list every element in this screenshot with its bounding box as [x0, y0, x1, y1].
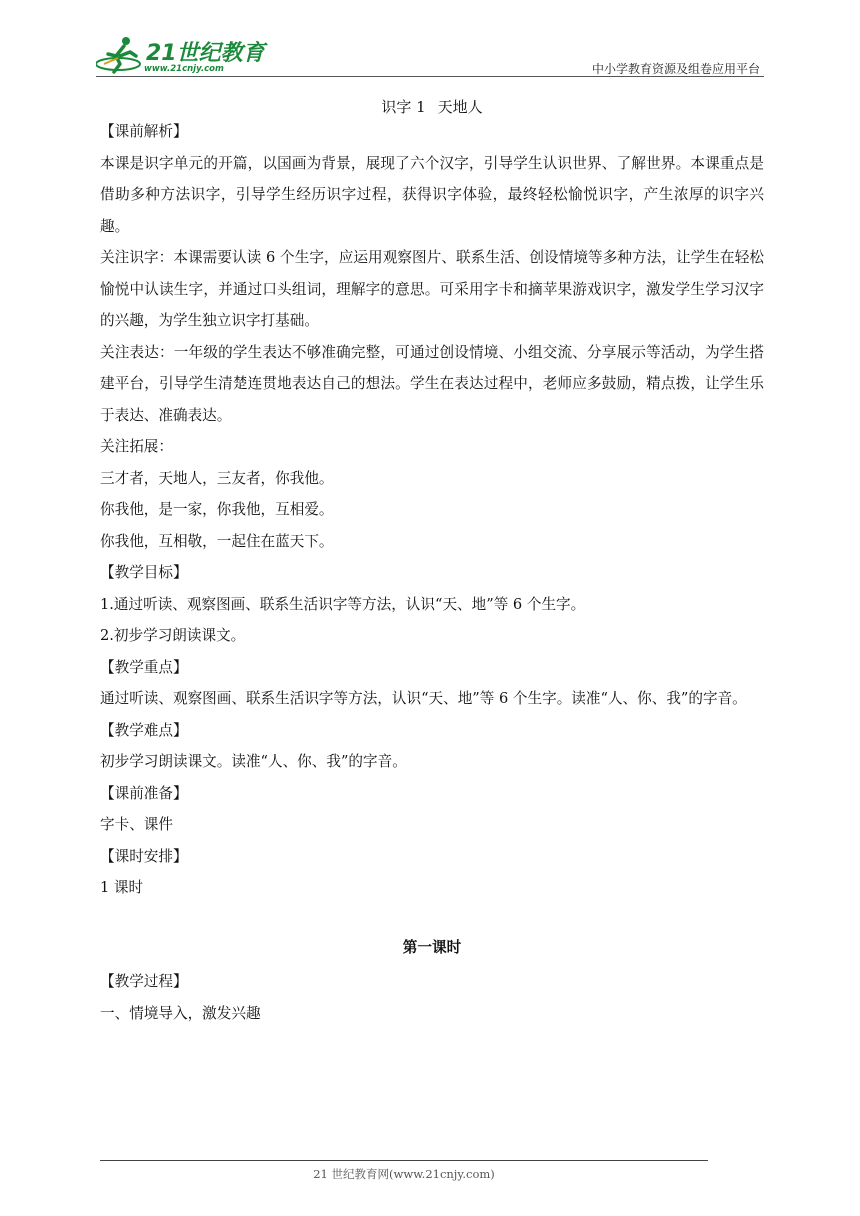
difficulty-text: 初步学习朗读课文。读准“人、你、我”的字音。: [100, 753, 407, 770]
goals-heading: 【教学目标】: [100, 564, 188, 581]
process-step-1: 一、情境导入，激发兴趣: [100, 1004, 261, 1022]
goal-1: 1.通过听读、观察图画、联系生活识字等方法，认识“天、地”等 6 个生字。: [100, 595, 586, 613]
schedule-text: 1 课时: [100, 879, 144, 896]
goal-2: 2.初步学习朗读课文。: [100, 627, 246, 644]
prep-heading: 【课前准备】: [100, 784, 188, 802]
page-title: [100, 96, 764, 118]
platform-name: 中小学教育资源及组卷应用平台: [591, 62, 760, 76]
footer-divider: [100, 1160, 708, 1161]
title-lesson-name: 天地人: [437, 98, 483, 116]
analysis-paragraph-1: 本课是识字单元的开篇，以国画为背景，展现了六个汉字，引导学生认识世界、了解世界。本课重点是借助多种方法识字，引导学生经历识字过程，获得识字体验，最终轻松愉悦识字，产生浓厚的识字兴趣。: [100, 154, 764, 235]
prep-text: 字卡、课件: [100, 816, 173, 833]
logo: [96, 34, 266, 76]
logo-url: www.21cnjy.com: [144, 64, 224, 74]
extension-line-2: 你我他，是一家，你我他，互相爱。: [100, 501, 334, 518]
extension-line-1: 三才者，天地人，三友者，你我他。: [100, 469, 334, 487]
difficulty-heading: 【教学难点】: [100, 721, 188, 739]
analysis-heading: 【课前解析】: [100, 123, 188, 140]
title-lesson-number: 识字 1: [381, 98, 426, 116]
extension-label: 关注拓展：: [100, 438, 173, 455]
page-header: [96, 30, 764, 82]
logo-text: 21世纪教育: [146, 41, 265, 66]
header-divider: [96, 76, 764, 77]
focus-heading: 【教学重点】: [100, 658, 188, 676]
document-body: [100, 96, 764, 1029]
page-footer: 21 世纪教育网(www.21cnjy.com): [313, 1167, 495, 1181]
schedule-heading: 【课时安排】: [100, 847, 188, 865]
process-heading: 【教学过程】: [100, 973, 188, 990]
runner-logo-icon: [96, 34, 146, 76]
analysis-paragraph-3: 关注表达：一年级的学生表达不够准确完整，可通过创设情境、小组交流、分享展示等活动，为学生搭建平台，引导学生清楚连贯地表达自己的想法。学生在表达过程中，老师应多鼓励，精点拨，让学生乐于表达、准确表达。: [100, 343, 764, 424]
extension-line-3: 你我他，互相敬，一起住在蓝天下。: [100, 532, 334, 550]
focus-text: 通过听读、观察图画、联系生活识字等方法，认识“天、地”等 6 个生字。读准“人、你、我”的字音。: [100, 690, 747, 707]
analysis-paragraph-2: 关注识字：本课需要认读 6 个生字，应运用观察图片、联系生活、创设情境等多种方法，让学生在轻松愉悦中认读生字，并通过口头组词，理解字的意思。可采用字卡和摘苹果游戏识字，激发学生学习汉字的兴趣，为学生独立识字打基础。: [100, 249, 764, 329]
lesson-title: 第一课时: [402, 938, 462, 956]
